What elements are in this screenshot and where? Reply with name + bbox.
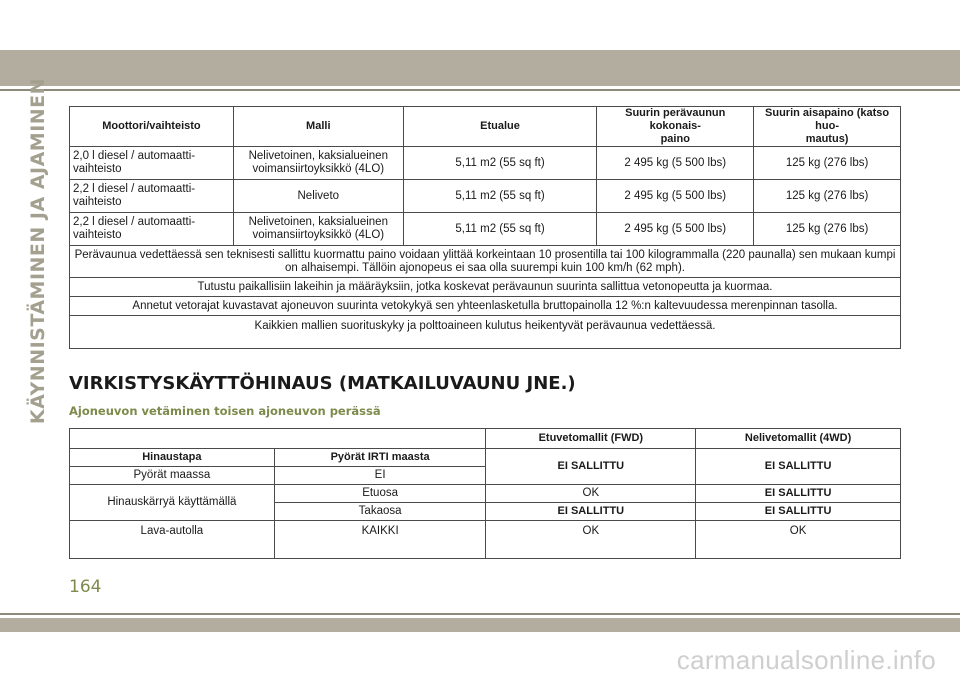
header-engine: Moottori/vaihteisto xyxy=(70,107,234,147)
table-row xyxy=(70,521,901,559)
header-4wd: Nelivetomallit (4WD) xyxy=(696,429,901,449)
page-number: 164 xyxy=(69,577,102,597)
cell-model: Neliveto xyxy=(233,180,403,213)
chapter-side-tab xyxy=(27,77,49,425)
recreational-towing-table xyxy=(69,428,901,559)
cell-model: Nelivetoinen, kaksialueinen voimansiirtoyksikkö (4LO) xyxy=(233,147,403,180)
cell-front-area: 5,11 m2 (55 sq ft) xyxy=(403,213,597,246)
header-rule xyxy=(0,89,960,91)
sub-title: Ajoneuvon vetäminen toisen ajoneuvon perässä xyxy=(69,404,381,418)
note-weight-limit: Perävaunua vedettäessä sen teknisesti sallittu kuormattu paino voidaan ylittää korkeintaan 10 prosentilla tai 100 kilogrammalla (220 paunalla) sen mukaan kumpi on alhaisempi. Tällöin ajonopeus ei saa olla suurempi kuin 100 km/h (62 mph). xyxy=(70,246,901,278)
cell-engine: 2,2 l diesel / automaatti- vaihteisto xyxy=(70,180,234,213)
table-note-row xyxy=(70,246,901,278)
cell-engine: 2,2 l diesel / automaatti- vaihteisto xyxy=(70,213,234,246)
section-title: VIRKISTYSKÄYTTÖHINAUS (MATKAILUVAUNU JNE.) xyxy=(69,373,576,394)
cell-flatbed-4wd: OK xyxy=(696,521,901,559)
cell-ground-label: Pyörät maassa xyxy=(70,467,275,485)
table-note-row xyxy=(70,278,901,297)
cell-ground-4wd: EI SALLITTU xyxy=(696,449,901,485)
cell-model: Nelivetoinen, kaksialueinen voimansiirtoyksikkö (4LO) xyxy=(233,213,403,246)
cell-tongue-weight: 125 kg (276 lbs) xyxy=(754,213,901,246)
note-local-laws: Tutustu paikallisiin lakeihin ja määräyksiin, jotka koskevat perävaunun suurinta sallittua vetonopeutta ja kuormaa. xyxy=(70,278,901,297)
table-note-row xyxy=(70,297,901,316)
header-max-tongue-weight: Suurin aisapaino (katso huo- mautus) xyxy=(754,107,901,147)
chapter-side-tab-label: KÄYNNISTÄMINEN JA AJAMINEN xyxy=(27,77,49,425)
cell-trailer-weight: 2 495 kg (5 500 lbs) xyxy=(597,213,754,246)
note-performance: Kaikkien mallien suorituskyky ja polttoaineen kulutus heikentyvät perävaunua vedettäessä. xyxy=(70,316,901,349)
cell-front-area: 5,11 m2 (55 sq ft) xyxy=(403,147,597,180)
towing-specs-header-row xyxy=(70,107,901,147)
cell-tongue-weight: 125 kg (276 lbs) xyxy=(754,147,901,180)
cell-trailer-weight: 2 495 kg (5 500 lbs) xyxy=(597,147,754,180)
cell-dolly-rear-fwd: EI SALLITTU xyxy=(486,503,696,521)
table-row xyxy=(70,449,901,467)
cell-dolly-front: Etuosa xyxy=(274,485,486,503)
cell-engine: 2,0 l diesel / automaatti- vaihteisto xyxy=(70,147,234,180)
towing-specs-table xyxy=(69,106,901,349)
cell-flatbed-label: Lava-autolla xyxy=(70,521,275,559)
header-model: Malli xyxy=(233,107,403,147)
cell-trailer-weight: 2 495 kg (5 500 lbs) xyxy=(597,180,754,213)
header-fwd: Etuvetomallit (FWD) xyxy=(486,429,696,449)
cell-dolly-rear: Takaosa xyxy=(274,503,486,521)
footer-rule xyxy=(0,613,960,615)
header-empty xyxy=(70,429,486,449)
header-front-area: Etualue xyxy=(403,107,597,147)
cell-dolly-label: Hinauskärryä käyttämällä xyxy=(70,485,275,521)
cell-dolly-rear-4wd: EI SALLITTU xyxy=(696,503,901,521)
cell-front-area: 5,11 m2 (55 sq ft) xyxy=(403,180,597,213)
table-row xyxy=(70,213,901,246)
cell-tongue-weight: 125 kg (276 lbs) xyxy=(754,180,901,213)
cell-flatbed-value: KAIKKI xyxy=(274,521,486,559)
cell-dolly-front-fwd: OK xyxy=(486,485,696,503)
header-band xyxy=(0,50,960,86)
table-note-row xyxy=(70,316,901,349)
footer-band xyxy=(0,618,960,632)
watermark: carmanualsonline.info xyxy=(676,645,936,675)
table-row xyxy=(70,180,901,213)
table-row xyxy=(70,485,901,503)
cell-flatbed-fwd: OK xyxy=(486,521,696,559)
cell-dolly-front-4wd: EI SALLITTU xyxy=(696,485,901,503)
cell-ground-value: EI xyxy=(274,467,486,485)
towing-table-header-row xyxy=(70,429,901,449)
header-max-trailer-weight: Suurin perävaunun kokonais- paino xyxy=(597,107,754,147)
cell-ground-fwd: EI SALLITTU xyxy=(486,449,696,485)
header-wheels-off: Pyörät IRTI maasta xyxy=(274,449,486,467)
table-row xyxy=(70,147,901,180)
header-method: Hinaustapa xyxy=(70,449,275,467)
note-towing-limits: Annetut vetorajat kuvastavat ajoneuvon suurinta vetokykyä sen yhteenlasketulla bruttopainolla 12 %:n kaltevuudessa merenpinnan tasolla. xyxy=(70,297,901,316)
